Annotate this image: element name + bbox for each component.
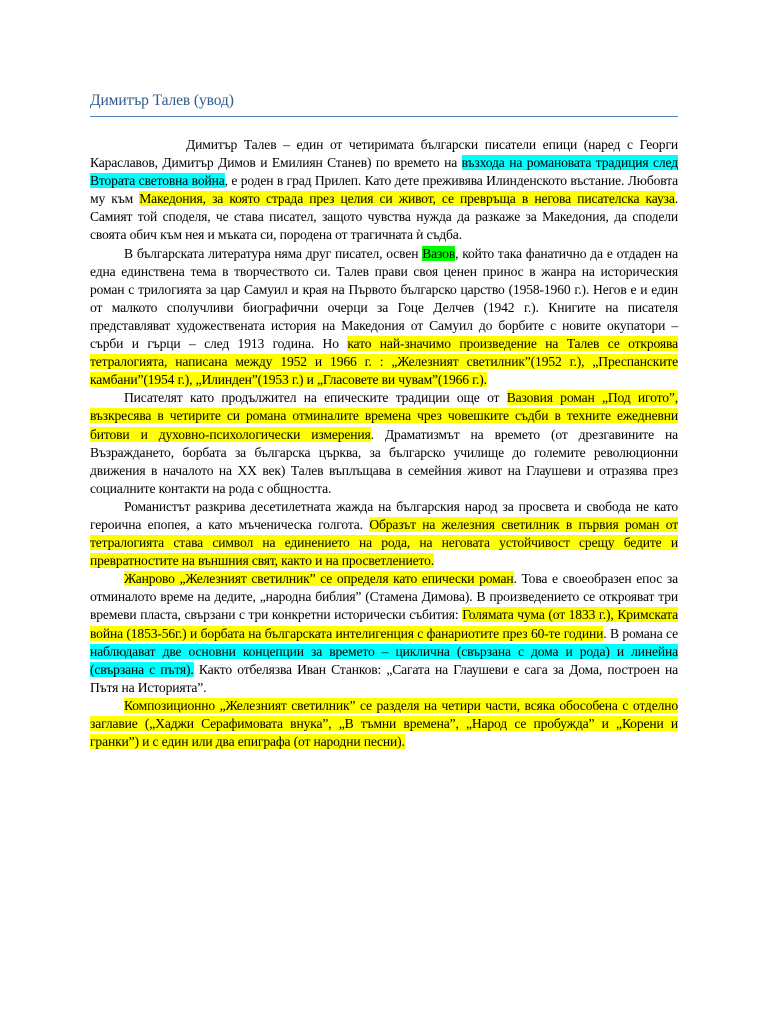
document-body bbox=[90, 136, 678, 751]
highlighted-text: като най-значимо произведение на Талев се откроява тетралогията, написана между 1952 и 1966 г. : „Железният светилник”(1952 г.), „Преспанските камбани”(1954 г.), „Илинден”(1953 г.) и „Гласовете ви чувам”(1966 г.). bbox=[90, 336, 678, 388]
text-run: . Това е своеобразен епос за отминалото време на дедите, „народна библия” (Стамена Димова). В произведението се открояват три времеви пласта, свързани с три конкретни исторически събития: bbox=[90, 571, 678, 623]
highlighted-text: Образът на железния светилник в първия роман от тетралогията става символ на единението на рода, на неговата устойчивост срещу бедите и превратностите на външния свят, както и на просветлението. bbox=[90, 516, 679, 569]
text-run: В българската литература няма друг писател, освен bbox=[124, 245, 423, 261]
paragraph-5 bbox=[90, 570, 678, 697]
title-underline bbox=[90, 116, 678, 117]
text-run: . Самият той споделя, че става писател, защото чувства нужда да разкаже за Македония, да сподели своята обич към нея и мъката си, породена от трагичната ѝ съдба. bbox=[90, 191, 678, 243]
paragraph-4 bbox=[90, 498, 678, 570]
text-run: , е роден в град Прилеп. Като дете преживява Илинденското въстание. Любовта му към bbox=[90, 173, 679, 207]
paragraph-1 bbox=[90, 136, 678, 245]
text-run: , който така фанатично да е отдаден на една единствена тема в творчеството си. Талев прави своя ценен принос в жанра на историческия роман с трилогията за цар Самуил и края на Първото българско царство (1958-1960 г.). Негов е и един от малкото сполучливи биографични очерци за Гоце Делчев (1942 г.). Книгите на писателя представляват художествената история на Македония от Самуил до борбите с новите окупатори – сърби и гърци – след 1913 година. Но bbox=[90, 245, 679, 352]
paragraph-3 bbox=[90, 389, 678, 498]
highlighted-text: Вазовия роман „Под игото”, възкресява в четирите си романа отминалите времена чрез човешките съдби в техните ежедневни битови и духовно-психологически измерения bbox=[90, 390, 678, 442]
document-title: Димитър Талев (увод) bbox=[90, 92, 234, 109]
text-run: Димитър Талев – един от четиримата български писатели епици (наред с Георги Караславов, Димитър Димов и Емилиян Станев) по времето на bbox=[90, 137, 678, 171]
highlighted-text: Вазов bbox=[422, 245, 456, 261]
text-run: . Драматизмът на времето (от дрезгавините на Възраждането, борбата за българска църква, за българско училище до големите революционни движения в началото на XX век) Талев въплъщава в семейния живот на Глаушеви и отразява през социалните контакти на рода с общността. bbox=[90, 426, 679, 496]
text-run: Романистът разкрива десетилетната жажда на българския народ за просвета и свобода не като героична епопея, а като мъченическа голгота. bbox=[90, 498, 678, 532]
text-run: Както отбелязва Иван Станков: „Сагата на Глаушеви е сага за Дома, построен на Пътя на Историята”. bbox=[90, 661, 679, 695]
paragraph-6 bbox=[90, 697, 678, 751]
highlighted-text: Голямата чума (от 1833 г.), Кримската война (1853-56г.) и борбата на българската интелигенция с фанариотите през 60-те години bbox=[90, 607, 678, 641]
highlighted-text: Македония, за която страда през целия си живот, се превръща в негова писателска кауза bbox=[139, 191, 675, 207]
highlighted-text: Жанрово „Железният светилник” се определя като епически роман bbox=[124, 571, 514, 587]
highlighted-text: наблюдават две основни концепции за времето – циклична (свързана с дома и рода) и линейна (свързана с пътя). bbox=[90, 643, 678, 677]
text-run: Писателят като продължител на епическите традиции още от bbox=[124, 390, 507, 406]
highlighted-text: възхода на романовата традиция след Втората световна война bbox=[90, 155, 678, 189]
highlighted-text: Композиционно „Железният светилник” се разделя на четири части, всяка обособена с отделно заглавие („Хаджи Серафимовата внука”, „В тъмни времена”, „Народ се пробужда” и „Корени и гранки”) и с един или два епиграфа (от народни песни). bbox=[90, 697, 678, 750]
text-run: . В романа се bbox=[603, 625, 678, 641]
paragraph-2 bbox=[90, 245, 678, 390]
